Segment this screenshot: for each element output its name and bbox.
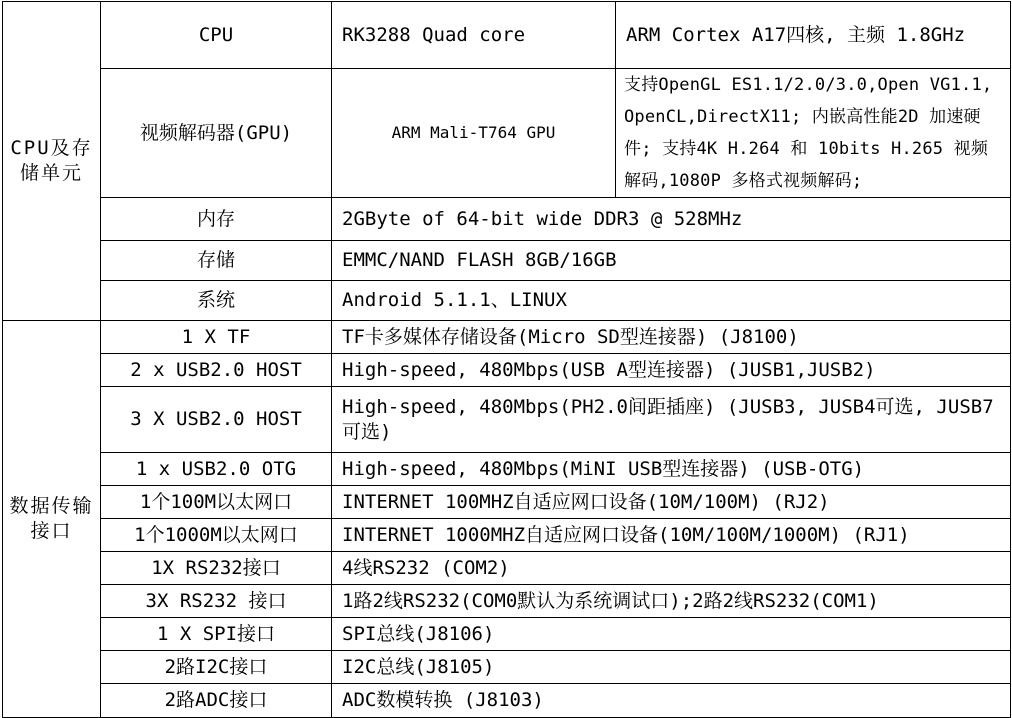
item-rs232-1: 1X RS232接口 [101,552,332,585]
table-row [3,585,1011,618]
value-usb-host-2: High-speed, 480Mbps(USB A型连接器) (JUSB1,JUSB2) [332,354,1011,387]
value-adc: ADC数模转换 (J8103) [332,684,1011,718]
table-row [3,281,1011,321]
item-ethernet-1000m: 1个1000M以太网口 [101,519,332,552]
table-row [3,69,1011,198]
value-tf: TF卡多媒体存储设备(Micro SD型连接器) (J8100) [332,321,1011,354]
item-adc: 2路ADC接口 [101,684,332,718]
value-ethernet-1000m: INTERNET 1000MHZ自适应网口设备(10M/100M/1000M) (RJ1) [332,519,1011,552]
table-row [3,486,1011,519]
item-cpu: CPU [101,2,332,69]
item-usb-host-2: 2 x USB2.0 HOST [101,354,332,387]
value-gpu-detail: 支持OpenGL ES1.1/2.0/3.0,Open VG1.1, OpenCL,DirectX11; 内嵌高性能2D 加速硬件; 支持4K H.264 和 10bits H.265 视频解码,1080P 多格式视频解码; [616,69,1011,198]
value-usb-host-3: High-speed, 480Mbps(PH2.0间距插座) (JUSB3, JUSB4可选, JUSB7可选) [332,387,1011,453]
table-row [3,198,1011,241]
item-usb-host-3: 3 X USB2.0 HOST [101,387,332,453]
value-cpu-detail: ARM Cortex A17四核, 主频 1.8GHz [616,2,1011,69]
table-row [3,2,1011,69]
spec-table [2,1,1011,718]
item-rs232-3: 3X RS232 接口 [101,585,332,618]
table-row [3,354,1011,387]
table-row [3,453,1011,486]
item-ethernet-100m: 1个100M以太网口 [101,486,332,519]
table-row [3,321,1011,354]
item-os: 系统 [101,281,332,321]
item-gpu: 视频解码器(GPU) [101,69,332,198]
table-row [3,651,1011,684]
value-i2c: I2C总线(J8105) [332,651,1011,684]
item-i2c: 2路I2C接口 [101,651,332,684]
table-row [3,519,1011,552]
value-cpu-model: RK3288 Quad core [332,2,616,69]
table-row [3,387,1011,453]
value-storage: EMMC/NAND FLASH 8GB/16GB [332,241,1011,281]
table-row [3,618,1011,651]
value-memory: 2GByte of 64-bit wide DDR3 @ 528MHz [332,198,1011,241]
value-os: Android 5.1.1、LINUX [332,281,1011,321]
value-rs232-1: 4线RS232 (COM2) [332,552,1011,585]
category-data-interfaces: 数据传输接口 [3,321,101,718]
item-usb-otg: 1 x USB2.0 OTG [101,453,332,486]
item-tf: 1 X TF [101,321,332,354]
item-spi: 1 X SPI接口 [101,618,332,651]
table-row [3,552,1011,585]
value-ethernet-100m: INTERNET 100MHZ自适应网口设备(10M/100M) (RJ2) [332,486,1011,519]
category-cpu-storage: CPU及存储单元 [3,2,101,321]
table-row [3,241,1011,281]
value-rs232-3: 1路2线RS232(COM0默认为系统调试口);2路2线RS232(COM1) [332,585,1011,618]
table-row [3,684,1011,718]
item-memory: 内存 [101,198,332,241]
value-usb-otg: High-speed, 480Mbps(MiNI USB型连接器) (USB-OTG) [332,453,1011,486]
value-spi: SPI总线(J8106) [332,618,1011,651]
item-storage: 存储 [101,241,332,281]
value-gpu-model: ARM Mali-T764 GPU [332,69,616,198]
